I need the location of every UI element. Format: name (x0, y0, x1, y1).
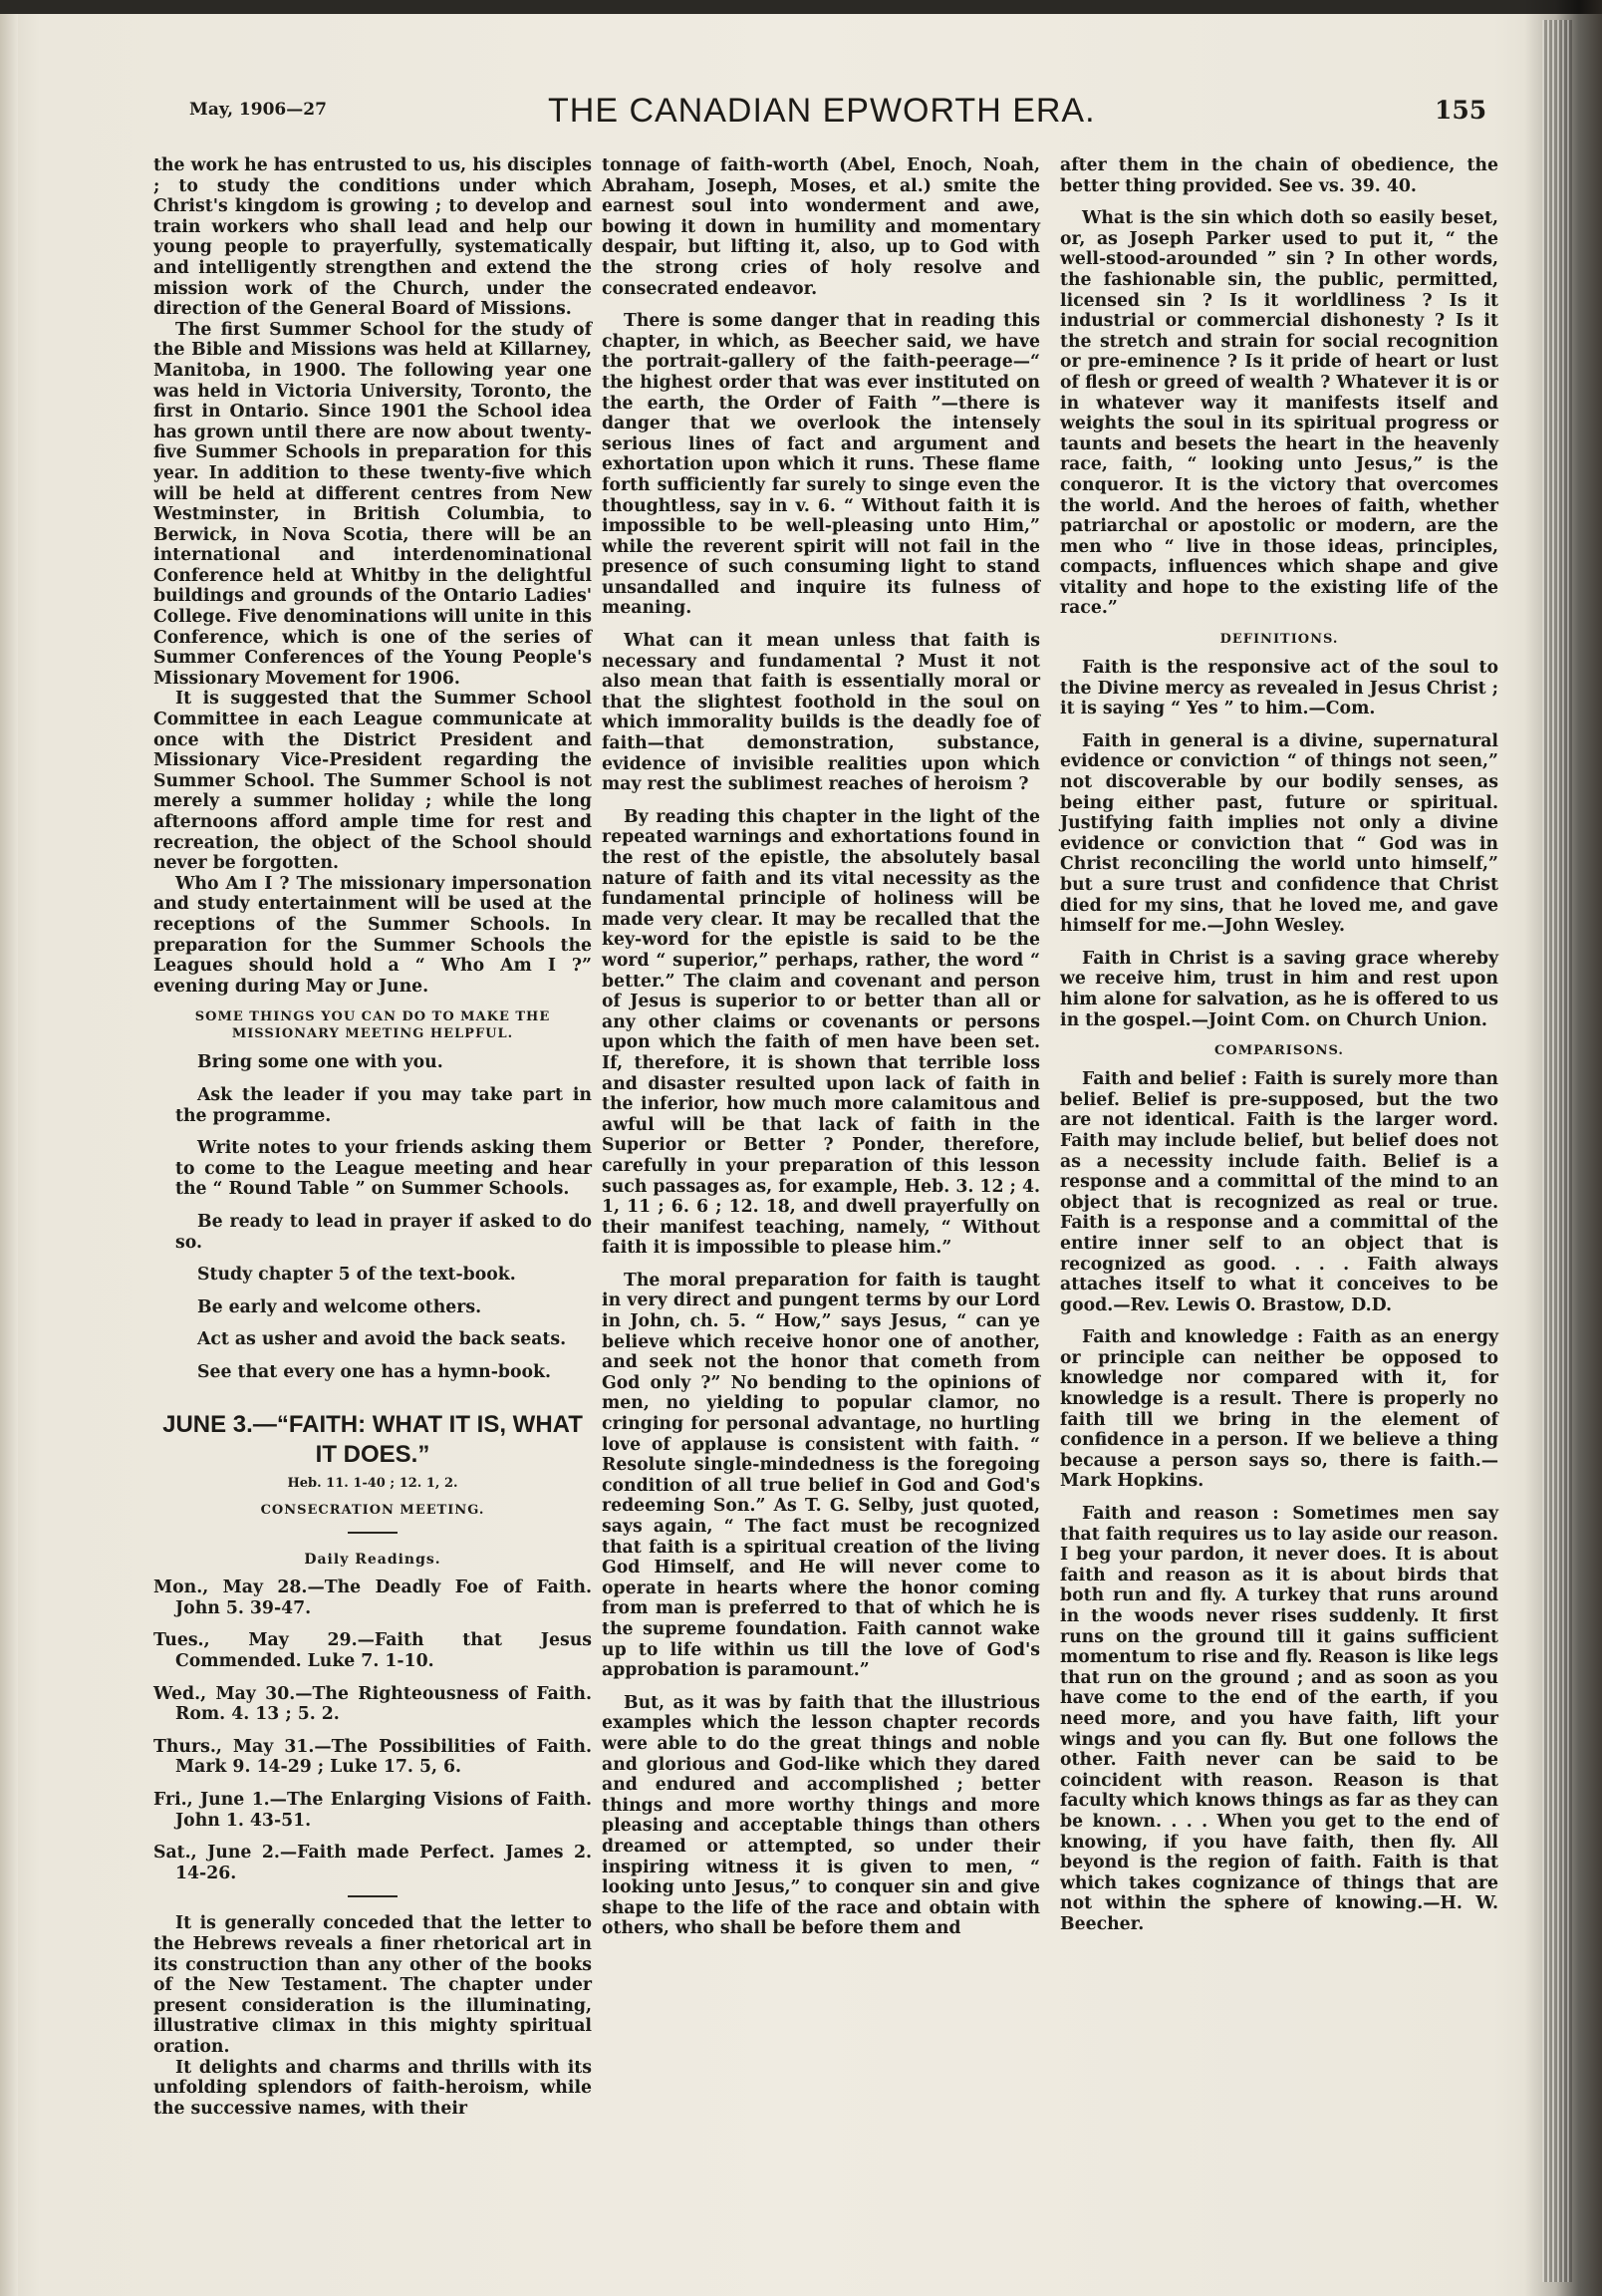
paragraph: There is some danger that in reading this chapter, in which, as Beecher said, we have the portrait-gallery of the faith-peerage—“ the highest order that was ever instituted on the earth, the Order of Faith ”—there is danger that we overlook the intensely serious lines of fact and argument and exhortation upon which it runs. These flame forth sufficiently far surely to singe even the thoughtless, say in v. 6. “ Without faith it is impossible to be well-pleasing unto Him,” while the reverent spirit will not fail in the presence of such consuming light to stand unsandalled and inquire its fulness of meaning. (602, 311, 1040, 619)
paragraph: The first Summer School for the study of the Bible and Missions was held at Killarney, Manitoba, in 1900. The following year one was held in Victoria University, Toronto, the first in Ontario. Since 1901 the School idea has grown until there are now about twenty-five Summer Schools in preparation for this year. In addition to these twenty-five which will be held at different centres from New Westminster, in British Columbia, to Berwick, in Nova Scotia, there will be an international and interdenominational Conference held at Whitby in the delightful buildings and grounds of the Ontario Ladies' College. Five denominations will unite in this Conference, which is one of the series of Summer Conferences of the Young People's Missionary Movement for 1906. (153, 319, 592, 689)
list-item: Act as usher and avoid the back seats. (197, 1329, 567, 1350)
paragraph: It is generally conceded that the letter to the Hebrews reveals a finer rhetorical art in its construction than any other of the books of the New Testament. The chapter under present consideration is the illuminating, illustrative climax in this mighty spiritual oration. (153, 1913, 592, 2057)
paragraph: Faith and belief : Faith is surely more than belief. Belief is pre-supposed, but the two are not identical. Faith is the larger word. Faith may include belief, but belief does not as a necessity include faith. Belief is a response and a committal of the mind to an object that is recognized as real or true. Faith is a response and a committal of the entire inner self to an object that is recognized as good. . . . Faith always attaches itself to what it conceives to be good.—Rev. Lewis O. Brastow, D.D. (1060, 1069, 1498, 1315)
reading-item: Thurs., May 31.—The Possibilities of Faith. Mark 9. 14-29 ; Luke 17. 5, 6. (153, 1736, 592, 1778)
reading-item: Wed., May 30.—The Righteousness of Faith. Rom. 4. 13 ; 5. 2. (153, 1683, 592, 1725)
readings-heading: Daily Readings. (304, 1551, 441, 1568)
list-item: Ask the leader if you may take part in the programme. (175, 1084, 592, 1126)
page-edge-stack (1542, 20, 1572, 2282)
list-item: Bring some one with you. (197, 1052, 443, 1073)
paragraph: It delights and charms and thrills with its unfolding splendors of faith-heroism, while the successive names, with their (153, 2057, 592, 2119)
lesson-scripture-reference: Heb. 11. 1-40 ; 12. 1, 2. (287, 1476, 458, 1492)
column-1 (153, 155, 592, 2119)
header-date: May, 1906—27 (189, 100, 327, 120)
paragraph: Who Am I ? The missionary impersonation and study entertainment will be used at the receptions of the Summer Schools. In preparation for the Summer Schools the Leagues should hold a “ Who Am I ?” evening during May or June. (153, 873, 592, 997)
list-item: Be early and welcome others. (197, 1296, 482, 1317)
paragraph: It is suggested that the Summer School Committee in each League communicate at once with the District President and Missionary Vice-President regarding the Summer School. The Summer School is not merely a summer holiday ; while the long afternoons afford ample time for rest and recreation, the object of the School should never be forgotten. (153, 689, 592, 874)
paragraph: the work he has entrusted to us, his disciples ; to study the conditions under which Christ's kingdom is growing ; to develop and train workers who shall lead and help our young people to prayerfully, systematically and intelligently strengthen and extend the mission work of the Church, under the direction of the General Board of Missions. (153, 155, 592, 320)
column-3 (1060, 155, 1498, 1947)
list-item: Study chapter 5 of the text-book. (197, 1265, 516, 1286)
divider (348, 1895, 398, 1897)
reading-item: Mon., May 28.—The Deadly Foe of Faith. John 5. 39-47. (153, 1578, 592, 1618)
column-2 (602, 155, 1040, 1951)
paragraph: Faith and knowledge : Faith as an energy or principle can neither be opposed to knowledge nor compared with it, for knowledge is a result. There is properly no faith till we bring in the element of confidence in a person. If we believe a thing because a person says so, there is faith.—Mark Hopkins. (1060, 1327, 1498, 1492)
paragraph: tonnage of faith-worth (Abel, Enoch, Noah, Abraham, Joseph, Moses, et al.) smite the earnest soul into wonderment and awe, bowing it down in humility and momentary despair, but lifting it, also, up to God with the strong cries of holy resolve and consecrated endeavor. (602, 155, 1040, 299)
definitions-heading: DEFINITIONS. (1219, 632, 1339, 648)
reading-item: Tues., May 29.—Faith that Jesus Commended. Luke 7. 1-10. (153, 1630, 592, 1672)
page-number: 155 (1435, 96, 1487, 125)
paragraph: By reading this chapter in the light of the repeated warnings and exhortations found in the rest of the epistle, the absolutely basal nature of faith and its vital necessity as the fundamental principle of holiness will be made very clear. It may be recalled that the key-word for the epistle is said to be the word “ superior,” perhaps, rather, the word “ better.” The claim and covenant and person of Jesus is superior to or better than all or any other claims or covenants or persons upon which the faith of men have been set. If, therefore, it is shown that terrible loss and disaster resulted upon lack of faith in the inferior, how much more calamitous and awful will be that lack of faith in the Superior or Better ? Ponder, therefore, carefully in your preparation of this lesson such passages as, for example, Heb. 3. 12 ; 4. 1, 11 ; 6. 6 ; 12. 18, and dwell prayerfully on their manifest teaching, namely, “ Without faith it is impossible to please him.” (602, 806, 1040, 1259)
scan-top-border (0, 0, 1602, 14)
reading-item: Sat., June 2.—Faith made Perfect. James 2. 14-26. (153, 1843, 592, 1883)
lesson-title: JUNE 3.—“FAITH: WHAT IT IS, WHAT IT DOES.” (162, 1411, 583, 1469)
paragraph: Faith is the responsive act of the soul to the Divine mercy as revealed in Jesus Christ ; it is saying “ Yes ” to him.—Com. (1060, 658, 1498, 719)
header-title: THE CANADIAN EPWORTH ERA. (548, 92, 1096, 130)
list-item: See that every one has a hymn-book. (197, 1361, 551, 1382)
paragraph: The moral preparation for faith is taught in very direct and pungent terms by our Lord in John, ch. 5. “ How,” says Jesus, “ can ye believe which receive honor one of another, and seek not the honor that cometh from God only ?” No bending to the opinions of men, no yielding to popular clamor, no cringing for personal advantage, no hurtling love of applause is consistent with faith. “ Resolute single-mindedness is the foregoing condition of all true belief in God and God's redeeming Son.” As T. G. Selby, just quoted, says again, “ The fact must be recognized that faith is a spiritual creation of the living God Himself, and He will never come to operate in hearts where the honor coming from man is preferred to that of which he is the supreme foundation. Faith cannot wake up to life within us till the love of God's approbation is paramount.” (602, 1270, 1040, 1681)
list-item: Write notes to your friends asking them to come to the League meeting and hear the “ Round Table ” on Summer Schools. (175, 1138, 592, 1200)
lesson-subtitle: CONSECRATION MEETING. (260, 1503, 485, 1519)
running-header (189, 90, 1504, 134)
page-spine (0, 0, 18, 2296)
paragraph: Faith in Christ is a saving grace whereby we receive him, trust in him and rest upon him alone for salvation, as he is offered to us in the gospel.—Joint Com. on Church Union. (1060, 948, 1498, 1030)
paragraph: Faith in general is a divine, supernatural evidence or conviction “ of things not seen,” not discoverable by our bodily senses, as being either past, future or spiritual. Justifying faith implies not only a divine evidence or conviction that “ God was in Christ reconciling the world unto himself,” but a sure trust and confidence that Christ died for my sins, that he loved me, and gave himself for me.—John Wesley. (1060, 730, 1498, 937)
paragraph: What is the sin which doth so easily beset, or, as Joseph Parker used to put it, “ the well-stood-arounded ” sin ? In other words, the fashionable sin, the public, permitted, licensed sin ? Is it worldliness ? Is it industrial or commercial dishonesty ? Is it the stretch and strain for social recognition or pre-eminence ? Is it pride of heart or lust of flesh or greed of wealth ? Whatever it is or in whatever way it manifests itself and weights the soul in its spiritual progress or taunts and besets the heart in the heavenly race, faith, “ looking unto Jesus,” is the conqueror. It is the victory that overcomes the world. And the heroes of faith, whether patriarchal or apostolic or modern, are the men who “ live in those ideas, principles, compacts, influences which shape and give vitality and hope to the existing life of the race.” (1060, 208, 1498, 619)
divider (348, 1532, 398, 1534)
paragraph: What can it mean unless that faith is necessary and fundamental ? Must it not also mean that faith is essentially moral or that the slightest foothold in the soul on which immorality builds is the deadly foe of faith—that demonstration, substance, evidence of invisible realities upon which may rest the sublimest reaches of heroism ? (602, 631, 1040, 795)
list-item: Be ready to lead in prayer if asked to do so. (175, 1211, 592, 1253)
section-heading: SOME THINGS YOU CAN DO TO MAKE THE MISSIONARY MEETING HELPFUL. (194, 1009, 551, 1042)
paragraph: after them in the chain of obedience, the better thing provided. See vs. 39. 40. (1060, 155, 1498, 196)
reading-item: Fri., June 1.—The Enlarging Visions of Faith. John 1. 43-51. (153, 1790, 592, 1831)
paragraph: Faith and reason : Sometimes men say that faith requires us to lay aside our reason. I beg your pardon, it never does. It is about faith and reason as it is about birds that both run and fly. A turkey that runs around in the woods never rises suddenly. It first runs on the ground till it gains sufficient momentum to rise and fly. Reason is like legs that run on the ground ; and as soon as you have come to the end of the earth, if you need more, and you have faith, lift your wings and you can fly. But one follows the other. Faith never can be said to be coincident with reason. Reason is that faculty which knows things as far as they can be known. . . . When you get to the end of knowing, if you have faith, then fly. All beyond is the region of faith. Faith is that which takes cognizance of things that are not within the sphere of knowing.—H. W. Beecher. (1060, 1504, 1498, 1934)
comparisons-heading: COMPARISONS. (1214, 1043, 1344, 1059)
paragraph: But, as it was by faith that the illustrious examples which the lesson chapter records were able to do the great things and noble and glorious and God-like which they dared and endured and accomplished ; better things and more worthy things and more pleasing and acceptable things than others dreamed or attempted, so under their inspiring witness it is given to men, “ looking unto Jesus,” to conquer sin and give shape to the life of the race and obtain with others, who shall be before them and (602, 1692, 1040, 1939)
